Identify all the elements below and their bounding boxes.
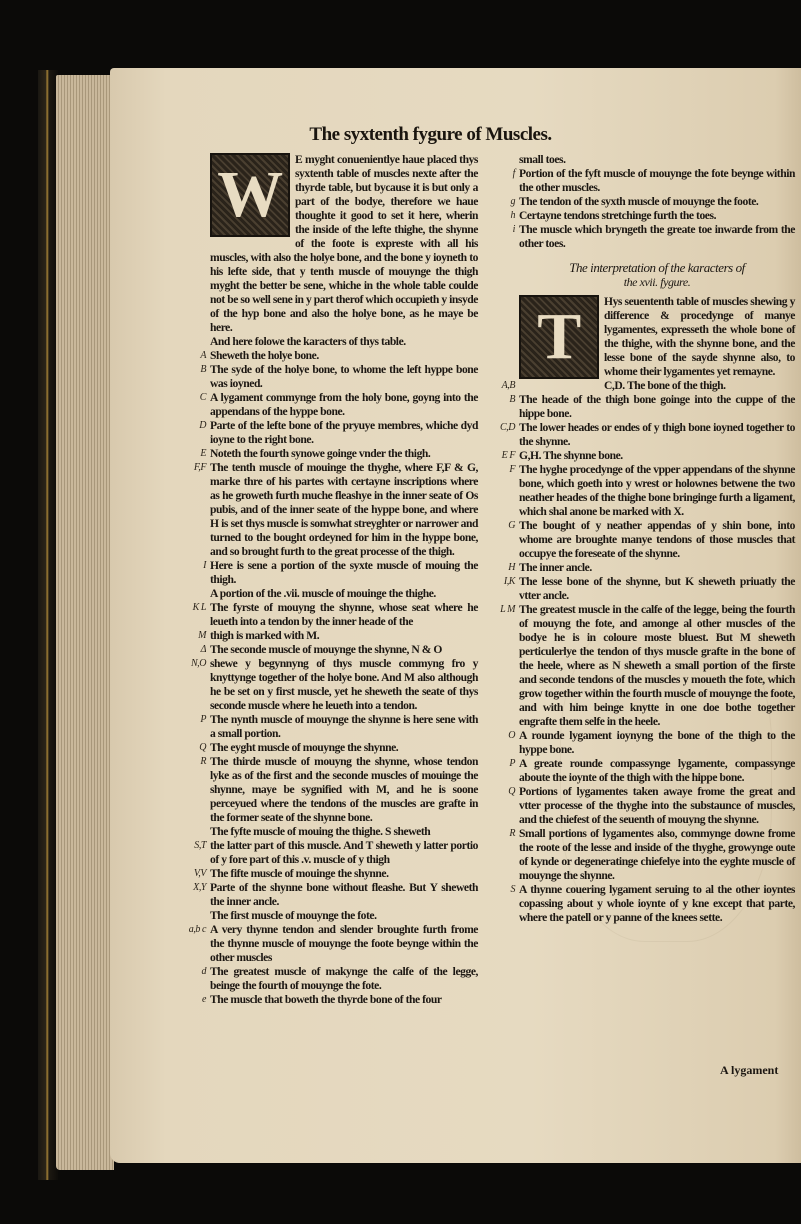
marginal-letter: B — [200, 364, 206, 375]
left-column — [188, 153, 478, 1007]
entry-text: The fifte muscle of mouinge the shynne. — [210, 867, 389, 880]
entry-text: The bought of y neather appendas of y shin bone, into whome are broughte manye tendons of those muscles that occupye the foreseate of the shynne. — [519, 519, 795, 560]
right-column — [499, 153, 795, 925]
legend-entry — [512, 223, 795, 251]
marginal-letter: a,b c — [188, 924, 206, 935]
entry-text: The lower heades or endes of y thigh bone ioyned together to the shynne. — [519, 421, 795, 448]
legend-entry — [512, 167, 795, 195]
entry-text: A very thynne tendon and slender broughte furth frome the thynne muscle of mouynge the foote beynge within the other muscles — [210, 923, 478, 964]
legend-entry — [199, 741, 478, 755]
marginal-letter: Q — [508, 786, 515, 797]
left-entries — [188, 349, 478, 1007]
legend-entry — [200, 349, 478, 363]
marginal-letter: d — [201, 966, 206, 977]
page-title: The syxtenth fygure of Muscles. — [309, 124, 552, 145]
entry-text: The syde of the holye bone, to whome the left hyppe bone was ioyned. — [210, 363, 478, 390]
marginal-letter: L M — [500, 604, 515, 615]
legend-entry — [198, 629, 478, 643]
legend-entry — [193, 881, 478, 909]
entry-text: A rounde lygament ioynyng the bone of the thigh to the hyppe bone. — [519, 729, 795, 756]
entry-text: shewe y begynnyng of thys muscle commyng fro y knyttynge together of the holye bone. And M also although he be set on y first muscle, yet he sheweth the seate of thys seconde muscle where he leueth into a tendon. — [210, 657, 478, 712]
legend-entry — [501, 449, 795, 463]
entry-text: the latter part of this muscle. And T sheweth y latter portio of y fore part of this .v. muscle of y thigh — [210, 839, 478, 866]
legend-entry — [200, 755, 478, 825]
legend-entry — [200, 363, 478, 391]
legend-entry — [510, 883, 795, 925]
legend-entry — [510, 195, 795, 209]
entry-text: Small portions of lygamentes also, commynge downe frome the roote of the lesse and inside of the thyghe, growynge oute of kynde or degeneratinge chiefelye into the eyghte muscle of mouynge the shynne. — [519, 827, 795, 882]
entry-text: The tenth muscle of mouinge the thyghe, where F,F & G, marke thre of his partes with certayne inscriptions where as he groweth furth muche fleashye in the inner seate of Os pubis, and of the inner seate of the hyppe bone, and where H is set thys muscle is somwhat streyghter or narrower and turned to the bought ordeyned for him in the hyppe bone, and so brought furth to the great processe of the thigh. — [210, 461, 478, 558]
entry-text: The tendon of the syxth muscle of mouynge the foote. — [519, 195, 759, 208]
entry-text: A lygament commynge from the holy bone, goyng into the appendans of the hyppe bone. — [210, 391, 478, 418]
entry-text: The hyghe procedynge of the vpper appendans of the shynne bone, which goeth into y wrest or holownes betwene the two neather heades of the thighe bone bringinge furth a ligament, which shal anone be marked with X. — [519, 463, 795, 518]
entry-text: The greatest muscle of makynge the calfe of the legge, beinge the fourth of mouynge the fote. — [210, 965, 478, 992]
legend-entry — [200, 713, 478, 741]
entry-text: The muscle that boweth the thyrde bone of the four — [210, 993, 442, 1006]
legend-entry — [509, 393, 795, 421]
entry-text: Portion of the fyft muscle of mouynge the fote beynge within the other muscles. — [519, 167, 795, 194]
lead-line: And here folowe the karacters of thys table. — [210, 335, 406, 348]
entry-text: The lesse bone of the shynne, but K sheweth priuatly the vtter ancle. — [519, 575, 795, 602]
catchword: A lygament — [720, 1063, 779, 1077]
entry-text: The inner ancle. — [519, 561, 592, 574]
right-top-entries — [510, 153, 795, 251]
legend-entry — [200, 447, 478, 461]
marginal-letter: i — [512, 224, 515, 235]
entry-text: The muscle which bryngeth the greate toe inwarde from the other toes. — [519, 223, 795, 250]
legend-entry — [499, 421, 795, 449]
legend-entry — [202, 993, 478, 1007]
legend-entry — [509, 463, 795, 519]
entry-text: Parte of the lefte bone of the pryuye membres, whiche dyd ioyne to the right bone. — [210, 419, 478, 446]
legend-entry — [203, 559, 478, 587]
section-heading: The interpretation of the karacters of — [569, 260, 745, 275]
marginal-letter: R — [200, 756, 206, 767]
marginal-letter: N,O — [190, 658, 206, 669]
intro-paragraph: Hys seuententh table of muscles shewing y difference & procedynge of manye lygamentes, expresseth the whole bone of the thighe, with the shynne bone, and the lesse bone of the sayde shynne also, to whome their lygamentes yet remayne. — [604, 295, 795, 378]
legend-entry — [193, 867, 478, 881]
legend-entry — [201, 965, 478, 993]
entry-text: small toes. — [519, 153, 566, 166]
page-edges — [56, 75, 114, 1170]
marginal-letter: A,B — [501, 380, 515, 391]
entry-text: A greate rounde compassynge lygamente, compassynge aboute the ioynte of the thigh with the hippe bone. — [519, 757, 795, 784]
legend-entry — [501, 379, 795, 393]
legend-entry — [190, 657, 478, 713]
legend-entry — [508, 561, 795, 575]
marginal-letter: C — [199, 392, 206, 403]
legend-entry — [199, 419, 478, 447]
legend-entry — [508, 785, 795, 827]
section-subheading: the xvii. fygure. — [623, 275, 691, 289]
marginal-letter: D — [199, 420, 206, 431]
marginal-letter: I — [203, 560, 206, 571]
marginal-letter: V,V — [193, 868, 206, 879]
entry-text: The heade of the thigh bone goinge into the cuppe of the hippe bone. — [519, 393, 795, 420]
marginal-letter: H — [508, 562, 515, 573]
marginal-letter: E F — [501, 450, 515, 461]
entry-text: The greatest muscle in the calfe of the legge, being the fourth of mouyng the fote, and amonge al other muscles of the bodye he is in coloure moste bluest. But M sheweth perticulerlye the tendon of thys muscle grafte in the bone of the heele, where as N sheweth a small portion of the firste and seconde tendons of the muscles y moueth the fote, which grow together within the fourth muscle of mouynge the foote, and with him beinge knytte in one doe bothe together engrafte them selfe in the heele. — [519, 603, 795, 728]
entry-text: Portions of lygamentes taken awaye frome the great and vtter processe of the thyghe into the substaunce of muscles, and the chiefest of the seuenth of mouyng the shynne. — [519, 785, 795, 826]
legend-entry — [508, 729, 795, 757]
marginal-letter: P — [200, 714, 206, 725]
marginal-letter: X,Y — [193, 882, 206, 893]
entry-text: The first muscle of mouynge the fote. — [210, 909, 377, 922]
entry-text: A thynne couering lygament seruing to al the other ioyntes copassing about y whole ioynte of y kne except that parte, where the patell or y panne of the knees sette. — [519, 883, 795, 924]
entry-text: The thirde muscle of mouyng the shynne, whose tendon lyke as of the first and the seconde muscles of mouinge the shynne, maye be sygnified with M, and he is soone perceyued where the tendons of the muscles are grafte in the former seate of the shynne bone. — [210, 755, 478, 824]
entry-text: The eyght muscle of mouynge the shynne. — [210, 741, 399, 754]
right-entries — [499, 379, 795, 925]
legend-entry — [210, 825, 478, 839]
legend-entry — [503, 575, 795, 603]
marginal-letter: h — [510, 210, 515, 221]
legend-entry — [519, 153, 795, 167]
marginal-letter: B — [509, 394, 515, 405]
marginal-letter: M — [198, 630, 206, 641]
entry-text: Certayne tendons stretchinge furth the toes. — [519, 209, 717, 222]
entry-text: The fyfte muscle of mouing the thighe. S sheweth — [210, 825, 431, 838]
marginal-letter: O — [508, 730, 515, 741]
marginal-letter: Q — [199, 742, 206, 753]
marginal-letter: G — [508, 520, 515, 531]
marginal-letter: I,K — [503, 576, 515, 587]
book-spine — [38, 70, 58, 1180]
decorated-initial-w: W — [210, 153, 290, 237]
entry-text: Parte of the shynne bone without fleashe. But Y sheweth the inner ancle. — [210, 881, 478, 908]
legend-entry — [200, 643, 478, 657]
legend-entry — [192, 601, 478, 629]
legend-entry — [193, 461, 478, 559]
legend-entry — [210, 587, 478, 601]
marginal-letter: R — [509, 828, 515, 839]
marginal-letter: e — [202, 994, 206, 1005]
entry-text: Sheweth the holye bone. — [210, 349, 319, 362]
intro-paragraph: E myght conuenientlye haue placed thys syxtenth table of muscles nexte after the thyrde table, but bycause it is but only a part of the bodye, therefore we haue thoughte it good to set it here, wherin the inside of the lefte thighe, the shynne of the foote is expreste with all his muscles, with also the holye bone, and the bone y ioyneth to his lefte side, that y tenth muscle of mouynge the thigh myght the better be sene, whiche in the whole table coulde not be so well sene in y part therof which occupieth y insyde of the hyp bone and also the holye bone, as he maye be here. — [210, 153, 478, 334]
marginal-letter: f — [512, 168, 515, 179]
entry-text: A portion of the .vii. muscle of mouinge the thighe. — [210, 587, 436, 600]
entry-text: Noteth the fourth synowe goinge vnder the thigh. — [210, 447, 431, 460]
legend-entry — [188, 923, 478, 965]
entry-text: The seconde muscle of mouynge the shynne, N & O — [210, 643, 442, 656]
entry-text: The nynth muscle of mouynge the shynne is here sene with a small portion. — [210, 713, 478, 740]
decorated-initial-t: T — [519, 295, 599, 379]
marginal-letter: F,F — [193, 462, 206, 473]
marginal-letter: E — [200, 448, 206, 459]
marginal-letter: K L — [192, 602, 206, 613]
legend-entry — [509, 757, 795, 785]
marginal-letter: F — [509, 464, 515, 475]
entry-text: Here is sene a portion of the syxte muscle of mouing the thigh. — [210, 559, 478, 586]
legend-entry — [194, 839, 478, 867]
marginal-letter: Δ — [200, 644, 206, 655]
marginal-letter: A — [200, 350, 206, 361]
marginal-letter: S — [510, 884, 515, 895]
marginal-letter: P — [509, 758, 515, 769]
legend-entry — [509, 827, 795, 883]
legend-entry — [500, 603, 795, 729]
legend-entry — [508, 519, 795, 561]
entry-text: G,H. The shynne bone. — [519, 449, 623, 462]
legend-entry — [210, 909, 478, 923]
marginal-letter: S,T — [194, 840, 206, 851]
entry-text: thigh is marked with M. — [210, 629, 320, 642]
entry-text: The fyrste of mouyng the shynne, whose seat where he leueth into a tendon by the inner heade of the — [210, 601, 478, 628]
legend-entry — [510, 209, 795, 223]
marginal-letter: g — [510, 196, 515, 207]
marginal-letter: C,D — [499, 422, 515, 433]
entry-text: C,D. The bone of the thigh. — [604, 379, 726, 392]
legend-entry — [199, 391, 478, 419]
